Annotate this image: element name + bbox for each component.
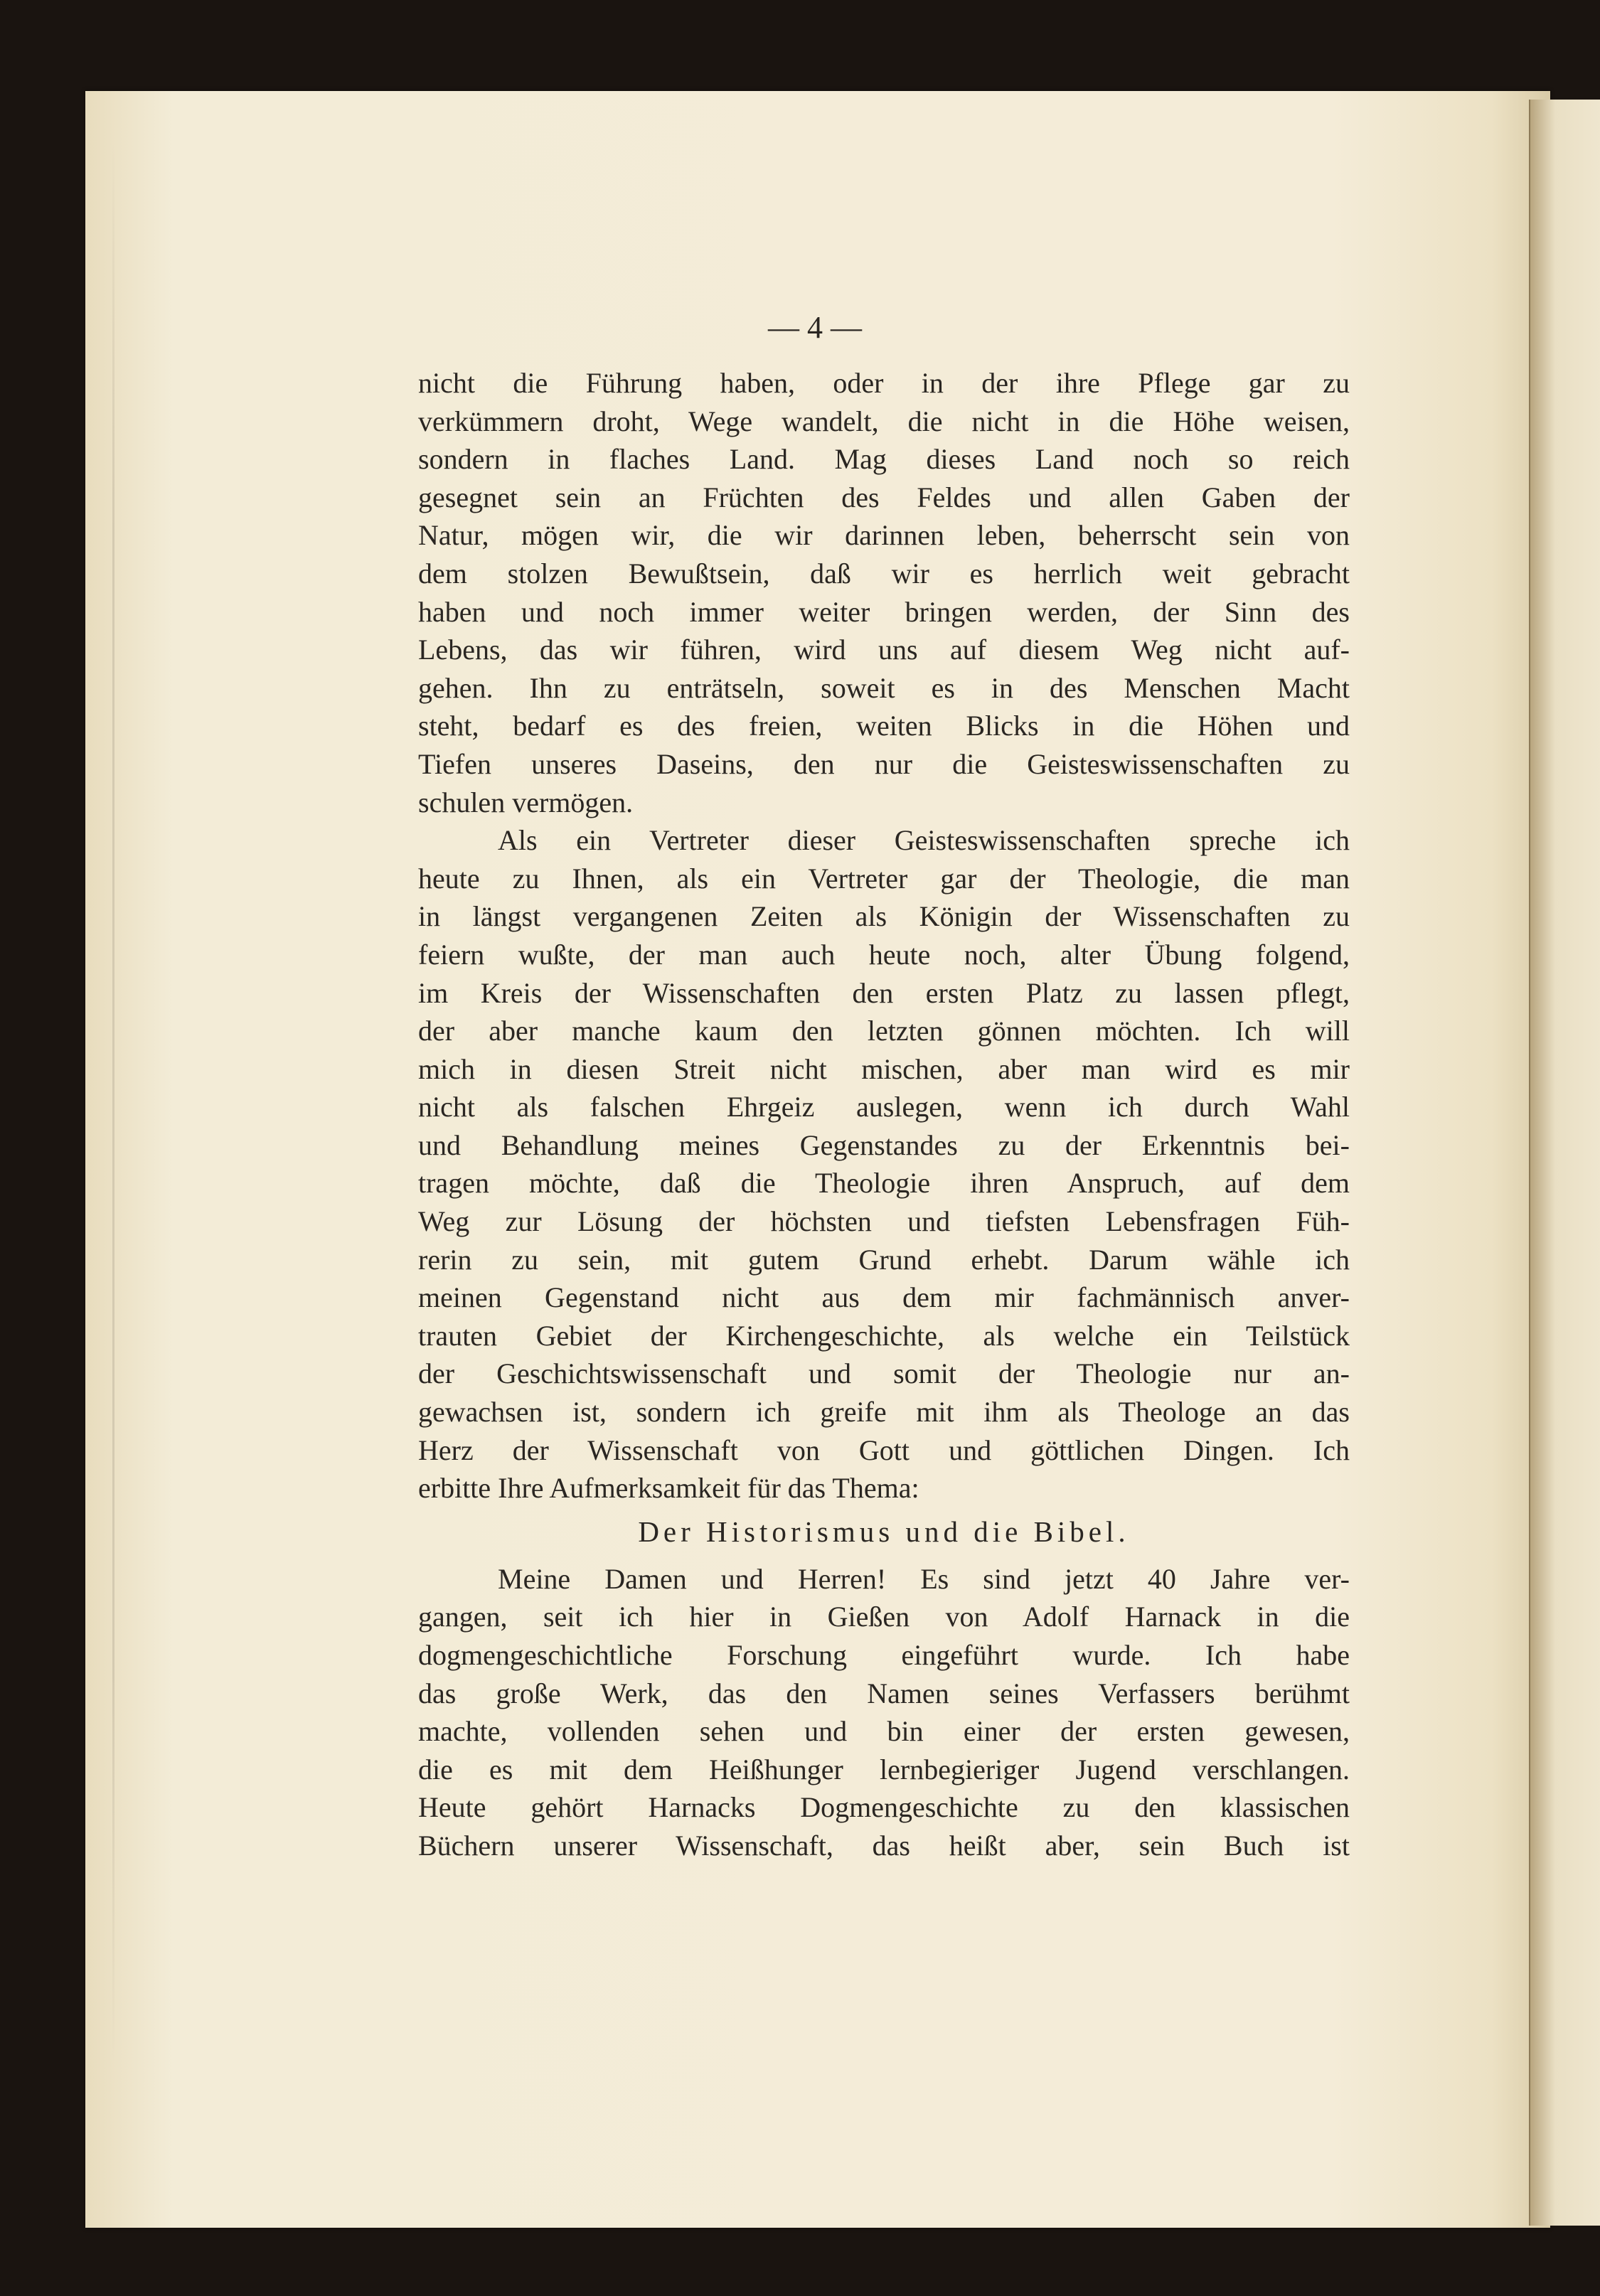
text-line: feiern wußte, der man auch heute noch, alter Übung folgend,	[418, 938, 1350, 971]
text-line: meinen Gegenstand nicht aus dem mir fachmännisch anver-	[418, 1281, 1350, 1314]
text-line: sondern in flaches Land. Mag dieses Land noch so reich	[418, 443, 1350, 476]
text-line: machte, vollenden sehen und bin einer der ersten gewesen,	[418, 1715, 1350, 1748]
text-line: haben und noch immer weiter bringen werden, der Sinn des	[418, 595, 1350, 628]
text-line: die es mit dem Heißhunger lernbegieriger Jugend verschlangen.	[418, 1753, 1350, 1785]
paragraph-3	[418, 1560, 1350, 1865]
paragraph-1	[418, 364, 1350, 821]
text-line: Tiefen unseres Daseins, den nur die Geisteswissenschaften zu	[418, 747, 1350, 780]
text-line: nicht als falschen Ehrgeiz auslegen, wenn ich durch Wahl	[418, 1091, 1350, 1123]
text-line: Büchern unserer Wissenschaft, das heißt aber, sein Buch ist	[418, 1829, 1350, 1862]
text-line: Als ein Vertreter dieser Geisteswissenschaften spreche ich	[498, 824, 1350, 857]
section-heading: Der Historismus und die Bibel.	[638, 1515, 1130, 1548]
paragraph-2	[418, 821, 1350, 1507]
binding-shadow	[112, 142, 114, 2062]
text-line: mich in diesen Streit nicht mischen, aber man wird es mir	[418, 1052, 1350, 1085]
text-line: tragen möchte, daß die Theologie ihren Anspruch, auf dem	[418, 1167, 1350, 1200]
text-line: und Behandlung meines Gegenstandes zu der Erkenntnis bei-	[418, 1128, 1350, 1161]
page-number: — 4 —	[768, 310, 862, 345]
text-line: gewachsen ist, sondern ich greife mit ihm als Theologe an das	[418, 1396, 1350, 1429]
text-line: heute zu Ihnen, als ein Vertreter gar der Theologie, die man	[418, 862, 1350, 895]
text-line: gesegnet sein an Früchten des Feldes und allen Gaben der	[418, 481, 1350, 513]
text-line: Herz der Wissenschaft von Gott und göttlichen Dingen. Ich	[418, 1433, 1350, 1466]
text-line: dem stolzen Bewußtsein, daß wir es herrlich weit gebracht	[418, 557, 1350, 589]
text-line: in längst vergangenen Zeiten als Königin der Wissenschaften zu	[418, 900, 1350, 933]
text-line: trauten Gebiet der Kirchengeschichte, als welche ein Teilstück	[418, 1319, 1350, 1352]
text-line: Lebens, das wir führen, wird uns auf diesem Weg nicht auf-	[418, 634, 1350, 666]
text-line: dogmengeschichtliche Forschung eingeführt wurde. Ich habe	[418, 1639, 1350, 1671]
text-line: das große Werk, das den Namen seines Verfassers berühmt	[418, 1677, 1350, 1709]
text-line: rerin zu sein, mit gutem Grund erhebt. Darum wähle ich	[418, 1243, 1350, 1276]
text-line: im Kreis der Wissenschaften den ersten Platz zu lassen pflegt,	[418, 976, 1350, 1009]
text-line: verkümmern droht, Wege wandelt, die nicht in die Höhe weisen,	[418, 405, 1350, 437]
text-line: gehen. Ihn zu enträtseln, soweit es in des Menschen Macht	[418, 671, 1350, 704]
text-line: steht, bedarf es des freien, weiten Blicks in die Höhen und	[418, 710, 1350, 742]
body-text	[418, 364, 1350, 1865]
text-line: der aber manche kaum den letzten gönnen möchten. Ich will	[418, 1015, 1350, 1047]
next-page-edge	[1529, 100, 1600, 2226]
text-line: Weg zur Lösung der höchsten und tiefsten Lebensfragen Füh-	[418, 1205, 1350, 1238]
text-line: schulen vermögen.	[418, 786, 634, 818]
text-line: gangen, seit ich hier in Gießen von Adolf Harnack in die	[418, 1601, 1350, 1633]
text-line: nicht die Führung haben, oder in der ihre Pflege gar zu	[418, 367, 1350, 399]
text-line: Meine Damen und Herren! Es sind jetzt 40 Jahre ver-	[498, 1562, 1350, 1595]
text-line: Natur, mögen wir, die wir darinnen leben, beherrscht sein von	[418, 519, 1350, 552]
text-line: erbitte Ihre Aufmerksamkeit für das Thema:	[418, 1472, 919, 1505]
text-line: Heute gehört Harnacks Dogmengeschichte zu den klassischen	[418, 1791, 1350, 1824]
text-line: der Geschichtswissenschaft und somit der Theologie nur an-	[418, 1357, 1350, 1390]
